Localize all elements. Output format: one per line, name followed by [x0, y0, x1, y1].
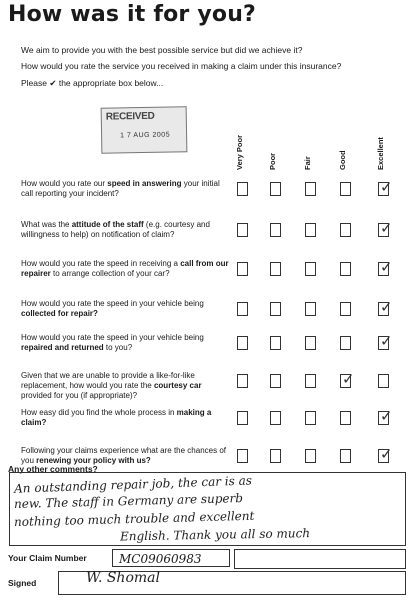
rating-checkbox-q4-good[interactable]: [340, 302, 351, 316]
rating-checkbox-q2-poor[interactable]: [270, 223, 281, 237]
rating-checkbox-q5-very-poor[interactable]: [237, 336, 248, 350]
rating-checkbox-q5-poor[interactable]: [270, 336, 281, 350]
checkmark-icon: ✓: [380, 407, 393, 425]
rating-checkbox-q4-fair[interactable]: [305, 302, 316, 316]
question-3: How would you rate the speed in receiving a call from our repairer to arrange collection of your car?: [21, 259, 229, 278]
rating-checkbox-q6-excellent[interactable]: [378, 374, 389, 388]
rating-checkbox-q6-fair[interactable]: [305, 374, 316, 388]
rating-checkbox-q6-poor[interactable]: [270, 374, 281, 388]
comments-label: Any other comments?: [8, 464, 98, 474]
column-header-fair: Fair: [303, 156, 312, 170]
rating-checkbox-q7-poor[interactable]: [270, 411, 281, 425]
rating-checkbox-q2-good[interactable]: [340, 223, 351, 237]
question-6: Given that we are unable to provide a like-for-like replacement, how would you rate the courtesy car provided for you (if appropriate)?: [21, 371, 202, 400]
checkmark-icon: ✓: [342, 370, 355, 388]
received-stamp: [101, 106, 188, 153]
rating-checkbox-q8-good[interactable]: [340, 449, 351, 463]
rating-checkbox-q2-fair[interactable]: [305, 223, 316, 237]
rating-checkbox-q1-very-poor[interactable]: [237, 182, 248, 196]
rating-checkbox-q7-very-poor[interactable]: [237, 411, 248, 425]
claim-number-field[interactable]: MC09060983: [112, 549, 230, 567]
stamp-date: 1 7 AUG 2005: [120, 131, 171, 140]
intro-line-3: Please ✔ the appropriate box below...: [21, 78, 164, 88]
checkmark-icon: ✓: [380, 298, 393, 316]
checkmark-icon: ✓: [380, 178, 393, 196]
comment-line-2: new. The staff in Germany are superb: [13, 491, 244, 512]
rating-checkbox-q8-poor[interactable]: [270, 449, 281, 463]
rating-checkbox-q2-very-poor[interactable]: [237, 223, 248, 237]
comment-line-1: An outstanding repair job, the car is as: [13, 473, 253, 496]
question-7: How easy did you find the whole process in making a claim?: [21, 408, 212, 427]
checkmark-icon: ✓: [380, 258, 393, 276]
question-5: How would you rate the speed in your vehicle being repaired and returned to you?: [21, 333, 204, 352]
rating-checkbox-q5-fair[interactable]: [305, 336, 316, 350]
rating-checkbox-q8-fair[interactable]: [305, 449, 316, 463]
question-4: How would you rate the speed in your vehicle being collected for repair?: [21, 299, 204, 318]
signed-label: Signed: [8, 578, 37, 588]
form-title: How was it for you?: [8, 2, 257, 27]
rating-checkbox-q7-good[interactable]: [340, 411, 351, 425]
rating-checkbox-q8-very-poor[interactable]: [237, 449, 248, 463]
question-1: How would you rate our speed in answering your initial call reporting your incident?: [21, 179, 220, 198]
column-header-poor: Poor: [268, 152, 277, 170]
column-header-very-poor: Very Poor: [235, 134, 244, 170]
comment-line-4: English. Thank you all so much: [119, 526, 311, 544]
rating-checkbox-q1-good[interactable]: [340, 182, 351, 196]
rating-checkbox-q3-fair[interactable]: [305, 262, 316, 276]
rating-checkbox-q4-very-poor[interactable]: [237, 302, 248, 316]
rating-checkbox-q1-poor[interactable]: [270, 182, 281, 196]
stamp-text: RECEIVED: [105, 110, 155, 123]
signature-value: W. Shomal: [86, 570, 160, 586]
rating-checkbox-q4-poor[interactable]: [270, 302, 281, 316]
checkmark-icon: ✓: [380, 332, 393, 350]
rating-checkbox-q7-fair[interactable]: [305, 411, 316, 425]
rating-checkbox-q3-good[interactable]: [340, 262, 351, 276]
checkmark-icon: ✓: [380, 445, 393, 463]
claim-number-extra-field[interactable]: [234, 549, 406, 569]
intro-line-2: How would you rate the service you received in making a claim under this insurance?: [21, 61, 342, 71]
rating-checkbox-q5-good[interactable]: [340, 336, 351, 350]
rating-checkbox-q3-very-poor[interactable]: [237, 262, 248, 276]
rating-checkbox-q6-very-poor[interactable]: [237, 374, 248, 388]
question-8: Following your claims experience what are the chances of you renewing your policy with us?: [21, 446, 226, 465]
question-2: What was the attitude of the staff (e.g. courtesy and willingness to help) on notification of claim?: [21, 220, 210, 239]
checkmark-icon: ✓: [380, 219, 393, 237]
column-header-good: Good: [338, 150, 347, 170]
intro-line-1: We aim to provide you with the best possible service but did we achieve it?: [21, 45, 303, 55]
rating-checkbox-q3-poor[interactable]: [270, 262, 281, 276]
rating-checkbox-q1-fair[interactable]: [305, 182, 316, 196]
claim-number-label: Your Claim Number: [8, 553, 87, 563]
comment-line-3: nothing too much trouble and excellent: [13, 508, 255, 530]
column-header-excellent: Excellent: [376, 137, 385, 170]
